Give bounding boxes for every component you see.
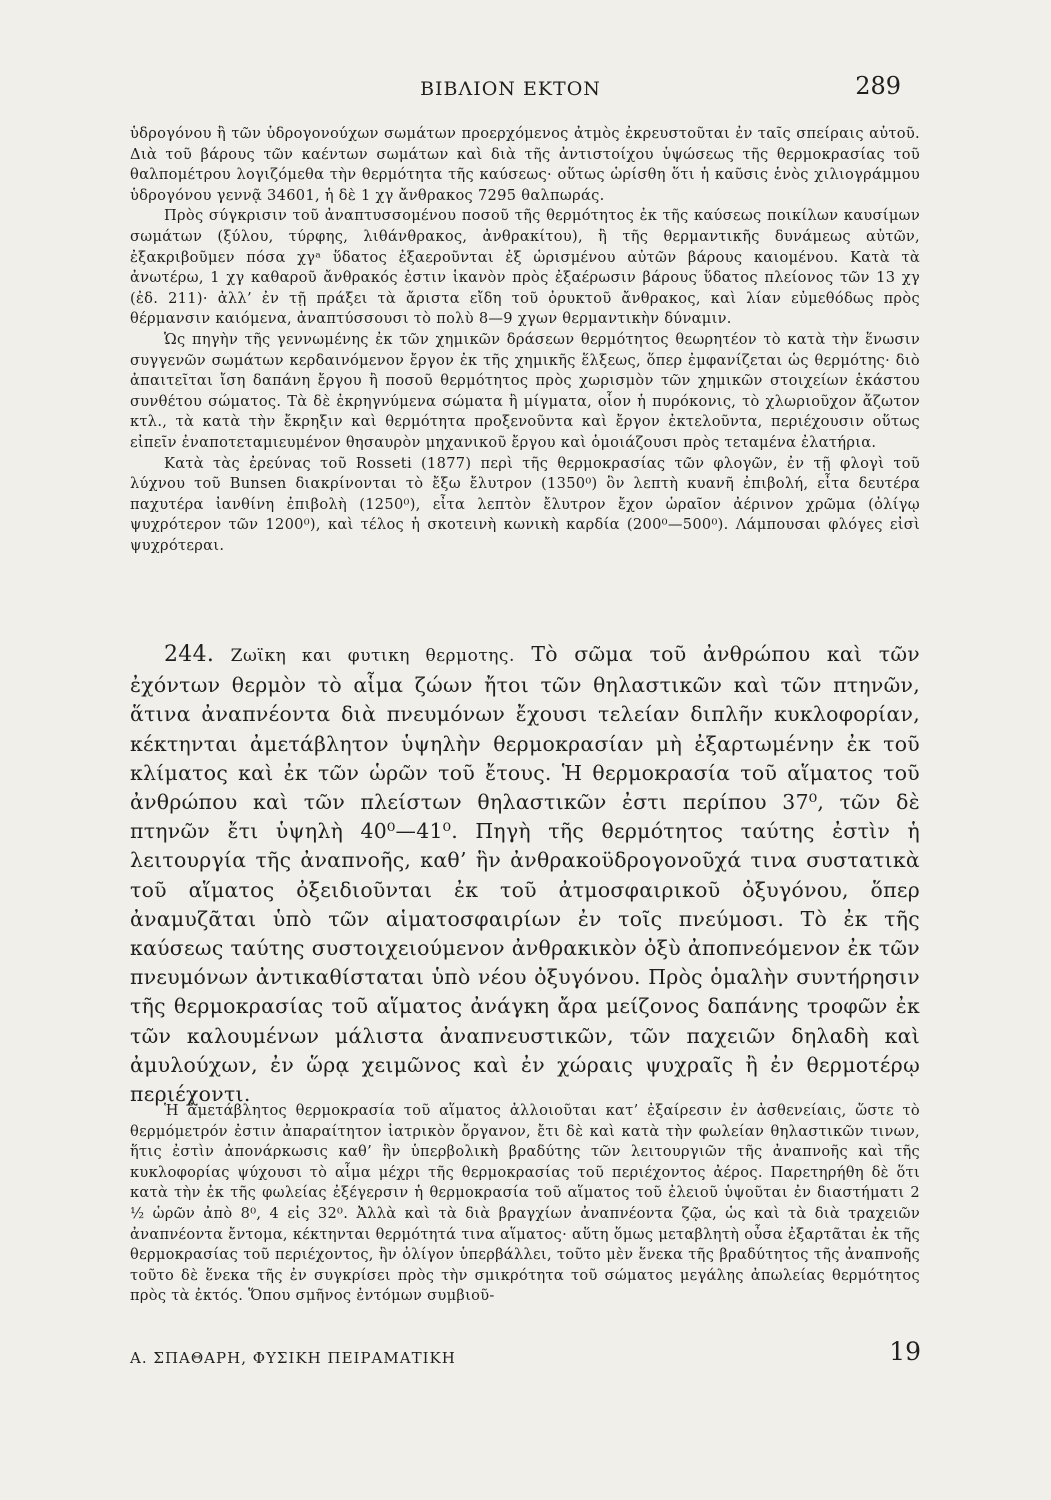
top-small-text — [130, 124, 920, 556]
bottom-small-text — [130, 1101, 920, 1307]
footer-book-title: Α. ΣΠΑΘΑΡΗ, ΦΥΣΙΚΗ ΠΕΙΡΑΜΑΤΙΚΗ — [130, 1349, 456, 1367]
section-number: 244. — [164, 642, 215, 667]
page-footer — [130, 1337, 921, 1371]
paragraph-flame-temperatures: Κατὰ τὰς ἐρεύνας τοῦ Rosseti (1877) περὶ τῆς θερμοκρασίας τῶν φλογῶν, ἐν τῇ φλογὶ τοῦ λύχνου τοῦ Bunsen διακρίνονται τὸ ἔξω ἔλυτρον (1350⁰) ὃν λεπτὴ κυανῆ ἐπιβολή, εἶτα δευτέρα παχυτέρα ἰανθίνη ἐπιβολὴ (1250⁰), εἶτα λεπτὸν ἔλυτρον ἔχον ὡραῖον ἀέρινον χρῶμα (ὀλίγῳ ψυχρότερον τῶν 1200⁰), καὶ τέλος ἡ σκοτεινὴ κωνικὴ καρδία (200⁰—500⁰). Λάμπουσαι φλόγες εἰσὶ ψυχρότεραι. — [130, 454, 920, 554]
section-paragraph — [130, 640, 920, 1109]
running-title: ΒΙΒΛΙΟΝ ΕΚΤΟΝ — [420, 78, 601, 100]
paragraph-hydrogen-combustion: ὑδρογόνου ἢ τῶν ὑδρογονούχων σωμάτων προερχόμενος ἀτμὸς ἐκρευστοῦται ἐν ταῖς σπείραις αὐτοῦ. Διὰ τοῦ βάρους τῶν καέντων σωμάτων καὶ διὰ τῆς ἀντιστοίχου ὑψώσεως τῆς θερμοκρασίας τοῦ θαλπομέτρου λογιζόμεθα τὴν θερμότητα τῆς καύσεως· οὕτως ὡρίσθη ὅτι ἡ καῦσις ἑνὸς χιλιογράμμου ὑδρογόνου γεννᾷ 34601, ἡ δὲ 1 χγ ἄνθρακος 7295 θαλπωράς. — [130, 125, 920, 204]
page-header — [120, 72, 901, 102]
paragraph-blood-temperature: Ἡ ἀμετάβλητος θερμοκρασία τοῦ αἵματος ἀλλοιοῦται κατ’ ἐξαίρεσιν ἐν ἀσθενείαις, ὥστε τὸ θερμόμετρόν ἐστιν ἀπαραίτητον ἰατρικὸν ὄργανον, ἔτι δὲ καὶ κατὰ τὴν φωλείαν θηλαστικῶν τινων, ἥτις ἐστὶν ἀπονάρκωσις καθ’ ἣν ὑπερβολικὴ βραδύτης τῶν λειτουργιῶν τῆς ἀναπνοῆς καὶ τῆς κυκλοφορίας ψύχουσι τὸ αἷμα μέχρι τῆς θερμοκρασίας τοῦ περιέχοντος ἀέρος. Παρετηρήθη δὲ ὅτι κατὰ τὴν ἐκ τῆς φωλείας ἐξέγερσιν ἡ θερμοκρασία τοῦ αἵματος τοῦ ἐλειοῦ ὑψοῦται ἐν διαστήματι 2 ½ ὡρῶν ἀπὸ 8⁰, 4 εἰς 32⁰. Ἀλλὰ καὶ τὰ διὰ βραγχίων ἀναπνέοντα ζῷα, ὡς καὶ τὰ διὰ τραχειῶν ἀναπνέοντα ἔντομα, κέκτηνται θερμότητά τινα αἵματος· αὕτη ὅμως μεταβλητὴ οὖσα ἐξαρτᾶται ἐκ τῆς θερμοκρασίας τοῦ περιέχοντος, ἣν ὀλίγον ὑπερβάλλει, τοῦτο μὲν ἕνεκα τῆς βραδύτητος τῆς ἀναπνοῆς τοῦτο δὲ ἕνεκα τῆς ἐν συγκρίσει πρὸς τὴν σμικρότητα τοῦ σώματος μεγάλης ἀπωλείας θερμότητος πρὸς τὰ ἐκτός. Ὅπου σμῆνος ἐντόμων συμβιοῦ- — [130, 1102, 920, 1305]
section-title: Ζωϊκη και φυτικη θερμοτης. — [230, 646, 515, 666]
signature-mark: 19 — [889, 1337, 921, 1366]
section-text: Τὸ σῶμα τοῦ ἀνθρώπου καὶ τῶν ἐχόντων θερμὸν τὸ αἷμα ζώων ἤτοι τῶν θηλαστικῶν καὶ τῶν πτηνῶν, ἅτινα ἀναπνέοντα διὰ πνευμόνων ἔχουσι τελείαν διπλῆν κυκλοφορίαν, κέκτηνται ἀμετάβλητον ὑψηλὴν θερμοκρασίαν μὴ ἐξαρτωμένην ἐκ τοῦ κλίματος καὶ ἐκ τῶν ὡρῶν τοῦ ἔτους. Ἡ θερμοκρασία τοῦ αἵματος τοῦ ἀνθρώπου καὶ τῶν πλείστων θηλαστικῶν ἐστι περίπου 37⁰, τῶν δὲ πτηνῶν ἔτι ὑψηλὴ 40⁰—41⁰. Πηγὴ τῆς θερμότητος ταύτης ἐστὶν ἡ λειτουργία τῆς ἀναπνοῆς, καθ’ ἣν ἀνθρακοϋδρογονοῦχά τινα συστατικὰ τοῦ αἵματος ὀξειδιοῦνται ἐκ τοῦ ἀτμοσφαιρικοῦ ὀξυγόνου, ὅπερ ἀναμυζᾶται ὑπὸ τῶν αἱματοσφαιρίων ἐν τοῖς πνεύμοσι. Τὸ ἐκ τῆς καύσεως ταύτης συστοιχειούμενον ἀνθρακικὸν ὀξὺ ἀποπνεόμενον ἐκ τῶν πνευμόνων ἀντικαθίσταται ὑπὸ νέου ὀξυγόνου. Πρὸς ὁμαλὴν συντήρησιν τῆς θερμοκρασίας τοῦ αἵματος ἀνάγκη ἄρα μείζονος δαπάνης τροφῶν ἐκ τῶν καλουμένων μάλιστα ἀναπνευστικῶν, τῶν παχειῶν δηλαδὴ καὶ ἀμυλούχων, ἐν ὥρᾳ χειμῶνος καὶ ἐν χώραις ψυχραῖς ἢ ἐν θερμοτέρῳ περιέχοντι. — [130, 642, 920, 1107]
section-244 — [130, 640, 920, 1109]
paragraph-fuel-comparison: Πρὸς σύγκρισιν τοῦ ἀναπτυσσομένου ποσοῦ τῆς θερμότητος ἐκ τῆς καύσεως ποικίλων καυσίμων σωμάτων (ξύλου, τύρφης, λιθάνθρακος, ἀνθρακίτου), ἢ τῆς θερμαντικῆς δυνάμεως αὐτῶν, ἐξακριβοῦμεν πόσα χγᵃ ὕδατος ἐξαεροῦνται ἐξ ὡρισμένου αὐτῶν βάρους καιομένου. Κατὰ τὰ ἀνωτέρω, 1 χγ καθαροῦ ἄνθρακός ἐστιν ἱκανὸν πρὸς ἐξαέρωσιν βάρους ὕδατος πλείονος τῶν 13 χγ (ἐδ. 211)· ἀλλ’ ἐν τῇ πράξει τὰ ἄριστα εἴδη τοῦ ὀρυκτοῦ ἄνθρακος, καὶ λίαν εὐμεθόδως πρὸς θέρμανσιν καιόμενα, ἀναπτύσσουσι τὸ πολὺ 8—9 χγων θερμαντικὴν δύναμιν. — [130, 207, 920, 328]
page-number: 289 — [855, 72, 901, 100]
paragraph-chemical-heat: Ὡς πηγὴν τῆς γεννωμένης ἐκ τῶν χημικῶν δράσεων θερμότητος θεωρητέον τὸ κατὰ τὴν ἕνωσιν συγγενῶν σωμάτων κερδαινόμενον ἔργον ἐκ τῆς χημικῆς ἕλξεως, ὅπερ ἐμφανίζεται ὡς θερμότης· διὸ ἀπαιτεῖται ἴση δαπάνη ἔργου ἢ ποσοῦ θερμότητος πρὸς χωρισμὸν τῶν χημικῶν στοιχείων ἑκάστου συνθέτου σώματος. Τὰ δὲ ἐκρηγνύμενα σώματα ἢ μίγματα, οἷον ἡ πυρόκονις, τὸ χλωριοῦχον ἄζωτον κτλ., τὰ κατὰ τὴν ἔκρηξιν καὶ θερμότητα προξενοῦντα καὶ ἔργον ἐκτελοῦντα, περιέχουσιν οὕτως εἰπεῖν ἐναποτεταμιευμένον θησαυρὸν μηχανικοῦ ἔργου καὶ ὁμοιάζουσι πρὸς τεταμένα ἐλατήρια. — [130, 330, 920, 451]
